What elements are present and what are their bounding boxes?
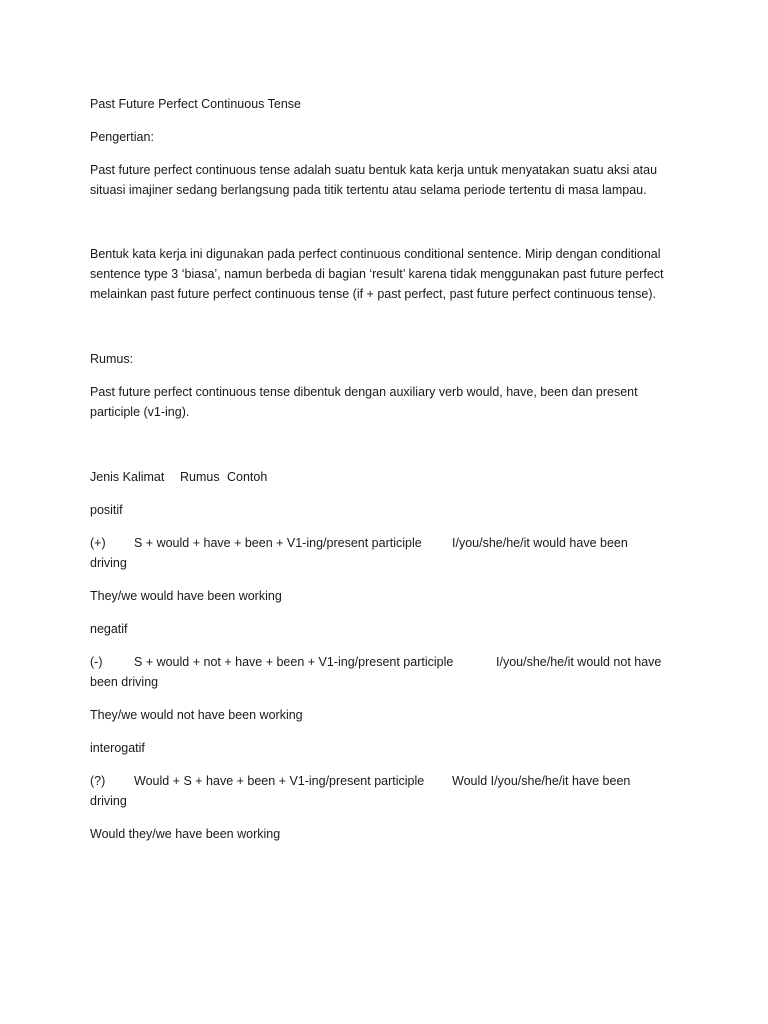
example2-negatif: They/we would not have been working xyxy=(90,708,303,722)
row-type-interogatif: interogatif xyxy=(90,741,145,755)
doc-title: Past Future Perfect Continuous Tense xyxy=(90,97,301,111)
row-type-positif: positif xyxy=(90,503,123,517)
example-interogatif: Would I/you/she/he/it have been xyxy=(452,774,631,788)
example2-interogatif: Would they/we have been working xyxy=(90,827,281,841)
sign-negatif: (-) xyxy=(90,655,103,669)
formula-interogatif: Would + S + have + been + V1-ing/present participle xyxy=(134,774,425,788)
header-jenis-kalimat: Jenis Kalimat xyxy=(90,470,165,484)
header-rumus: Rumus xyxy=(180,470,220,484)
formula-positif: S + would + have + been + V1-ing/present participle xyxy=(134,536,422,550)
paragraph-rumus: Past future perfect continuous tense dibentuk dengan auxiliary verb would, have, been dan present participle (v1-ing). xyxy=(90,385,642,419)
example-interogatif-wrap: driving xyxy=(90,794,127,808)
header-contoh: Contoh xyxy=(227,470,268,484)
row-type-negatif: negatif xyxy=(90,622,128,636)
example-negatif: I/you/she/he/it would not have xyxy=(496,655,662,669)
formula-negatif: S + would + not + have + been + V1-ing/present participle xyxy=(134,655,454,669)
example-positif: I/you/she/he/it would have been xyxy=(452,536,628,550)
paragraph-pengertian: Past future perfect continuous tense adalah suatu bentuk kata kerja untuk menyatakan suatu aksi atau situasi imajiner sedang berlangsung pada titik tertentu atau selama periode tertentu di masa lampau. xyxy=(90,163,661,197)
sign-positif: (+) xyxy=(90,536,106,550)
example2-positif: They/we would have been working xyxy=(90,589,282,603)
heading-pengertian: Pengertian: xyxy=(90,130,154,144)
example-negatif-wrap: been driving xyxy=(90,675,159,689)
paragraph-usage: Bentuk kata kerja ini digunakan pada perfect continuous conditional sentence. Mirip dengan conditional sentence type 3 ‘biasa’, namun berbeda di bagian ‘result’ karena tidak menggunakan past future perfect melainkan past future perfect continuous tense (if + past perfect, past future perfect continuous tense). xyxy=(90,247,668,301)
sign-interogatif: (?) xyxy=(90,774,106,788)
example-positif-wrap: driving xyxy=(90,556,127,570)
heading-rumus: Rumus: xyxy=(90,352,134,366)
